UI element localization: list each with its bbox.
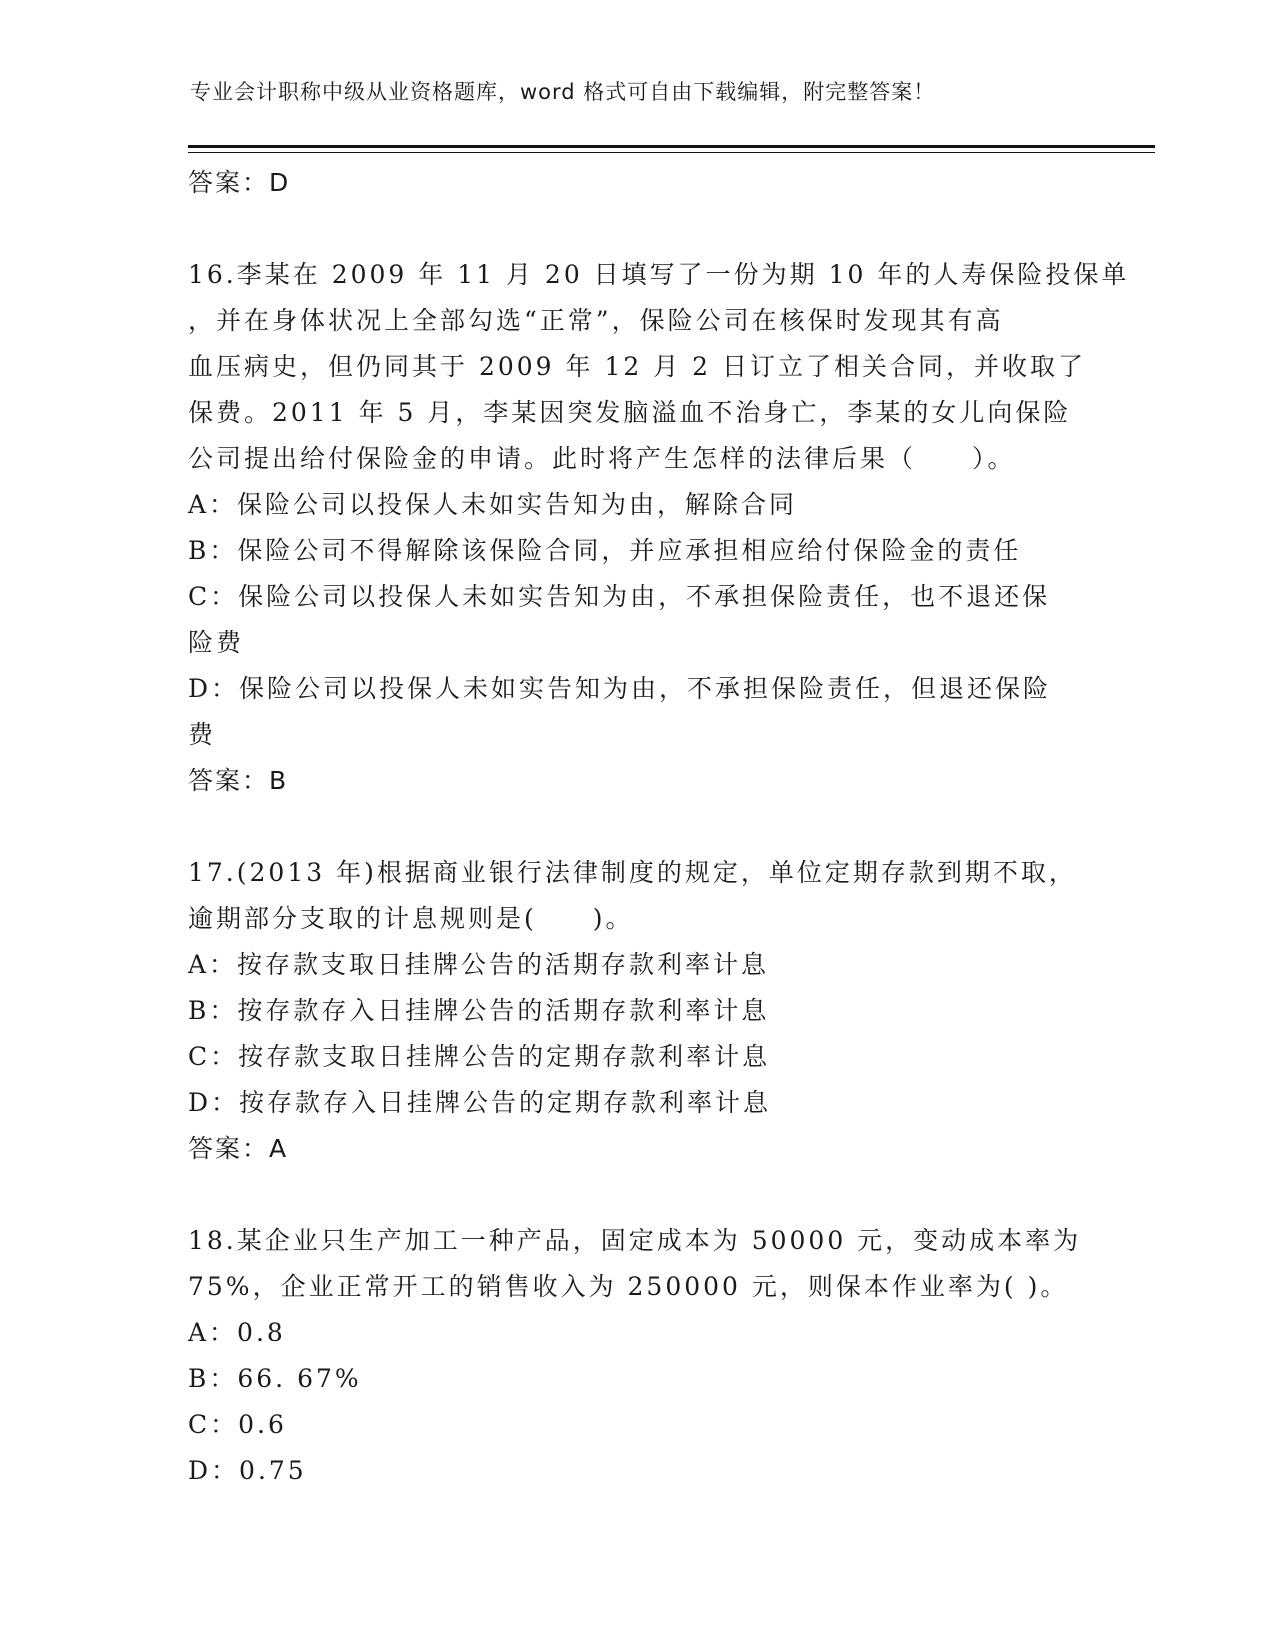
- option-d: D：0.75: [188, 1456, 307, 1485]
- option-d-continued: 费: [188, 720, 217, 749]
- question-18-line: 18.某企业只生产加工一种产品，固定成本为 50000 元，变动成本率为: [188, 1226, 1082, 1255]
- option-c: C：保险公司以投保人未如实告知为由，不承担保险责任，也不退还保: [188, 582, 1051, 611]
- question-content: [188, 160, 1130, 1494]
- option-a: A：按存款支取日挂牌公告的活期存款利率计息: [188, 950, 770, 979]
- question-16-line: 保费。2011 年 5 月，李某因突发脑溢血不治身亡，李某的女儿向保险: [188, 398, 1072, 427]
- spacer: [188, 1172, 1088, 1218]
- option-c-continued: 险费: [188, 628, 245, 657]
- question-16-line: 16.李某在 2009 年 11 月 20 日填写了一份为期 10 年的人寿保险投保单: [188, 260, 1130, 289]
- option-d: D：按存款存入日挂牌公告的定期存款利率计息: [188, 1088, 772, 1117]
- question-18-line: 75%，企业正常开工的销售收入为 250000 元，则保本作业率为( )。: [188, 1272, 1069, 1301]
- page-header: 专业会计职称中级从业资格题库，word 格式可自由下载编辑，附完整答案！: [190, 80, 936, 104]
- option-b: B：保险公司不得解除该保险合同，并应承担相应给付保险金的责任: [188, 536, 1022, 565]
- answer-line: 答案：B: [188, 766, 289, 795]
- answer-line: 答案：D: [188, 168, 291, 197]
- question-16-line: 公司提出给付保险金的申请。此时将产生怎样的法律后果（ ）。: [188, 444, 1016, 473]
- option-d: D：保险公司以投保人未如实告知为由，不承担保险责任，但退还保险: [188, 674, 1052, 703]
- option-b: B：66. 67%: [188, 1364, 362, 1393]
- option-c: C：按存款支取日挂牌公告的定期存款利率计息: [188, 1042, 771, 1071]
- header-rule-thin: [188, 152, 1155, 153]
- spacer: [188, 804, 1088, 850]
- question-17-line: 逾期部分支取的计息规则是( )。: [188, 904, 634, 933]
- header-rule-thick: [188, 145, 1155, 148]
- option-a: A：保险公司以投保人未如实告知为由，解除合同: [188, 490, 798, 519]
- question-16-line: 血压病史，但仍同其于 2009 年 12 月 2 日订立了相关合同，并收取了: [188, 352, 1087, 381]
- option-c: C：0.6: [188, 1410, 287, 1439]
- spacer: [188, 206, 1088, 252]
- question-17-line: 17.(2013 年)根据商业银行法律制度的规定，单位定期存款到期不取，: [188, 858, 1077, 887]
- question-16-line: ，并在身体状况上全部勾选“正常”，保险公司在核保时发现其有高: [188, 306, 1004, 335]
- option-b: B：按存款存入日挂牌公告的活期存款利率计息: [188, 996, 770, 1025]
- answer-line: 答案：A: [188, 1134, 289, 1163]
- option-a: A：0.8: [188, 1318, 286, 1347]
